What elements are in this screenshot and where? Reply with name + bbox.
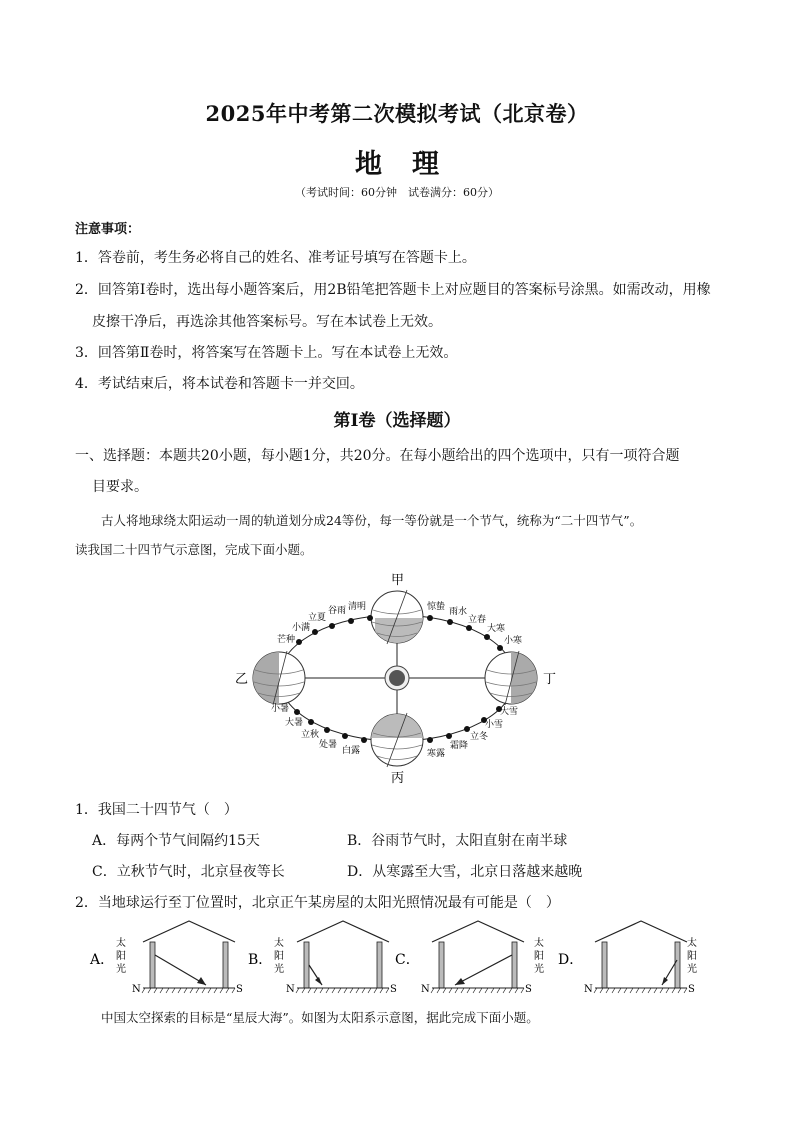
term-hanlu: 寒露 [427,749,446,759]
label-bing: 丙 [391,771,405,786]
label-jia: 甲 [391,573,405,588]
earth-yi [253,650,305,706]
q1-option-c: C．立秋节气时，北京昼夜等长 [92,864,285,880]
term-xiaoxue: 小雪 [485,720,504,730]
notice-item-4: 4．考试结束后，将本试卷和答题卡一并交回。 [75,376,364,392]
subject-title: 地理 [355,149,469,180]
passage-2: 中国太空探索的目标是“星辰大海”。如图为太阳系示意图，据此完成下面小题。 [101,1010,539,1025]
term-dahan: 大寒 [487,624,506,634]
passage-1-line-1: 古人将地球绕太阳运动一周的轨道划分成24等份，每一等份就是一个节气，统称为“二十四节气”。 [101,513,643,528]
term-dashu: 大暑 [285,718,304,728]
notice-item-2: 2．回答第Ⅰ卷时，选出每小题答案后，用2B铅笔把答题卡上对应题目的答案标号涂黑。如需改动，用橡 [75,282,711,298]
q2-option-b [248,921,397,995]
q2-option-b-sun-label: 太阳光 [274,938,284,975]
q2-option-a-south: S [236,984,243,995]
notice-item-1: 1．答卷前，考生务必将自己的姓名、准考证号填写在答题卡上。 [75,250,476,266]
q2-option-d-south: S [688,984,695,995]
term-shuangjiang: 霜降 [450,741,469,751]
q2-option-b-south: S [390,984,397,995]
term-liqiu: 立秋 [301,730,320,740]
term-yushui: 雨水 [449,607,468,617]
notice-item-2-cont: 皮擦干净后，再选涂其他答案标号。写在本试卷上无效。 [92,314,442,330]
q1-option-a: A．每两个节气间隔约15天 [92,833,260,849]
q2-option-d-north: N [584,984,593,995]
exam-info: （考试时间：60分钟 试卷满分：60分） [295,186,499,199]
q1-stem: 1．我国二十四节气（ ） [75,802,238,818]
earth-ding [485,650,537,706]
label-yi: 乙 [235,672,249,687]
q2-option-c-north: N [421,984,430,995]
q2-option-d-sun-label: 太阳光 [687,938,697,975]
q2-house-options [85,915,705,1000]
earth-bing [370,713,424,767]
term-xiaoman: 小满 [292,623,311,633]
q2-option-b-north: N [286,984,295,995]
section-instruction-cont: 目要求。 [92,479,148,495]
q2-option-c-letter: C． [395,952,420,968]
q2-option-d-letter: D． [558,952,584,968]
q2-stem: 2．当地球运行至丁位置时，北京正午某房屋的太阳光照情况最有可能是（ ） [75,895,560,911]
q2-option-a-sun-label: 太阳光 [116,938,126,975]
term-lixia: 立夏 [308,613,327,623]
q2-option-d [558,921,697,995]
q2-option-a-north: N [132,984,141,995]
term-xiaohan: 小寒 [504,636,523,646]
q2-option-c-south: S [525,984,532,995]
term-mangzhong: 芒种 [277,635,296,645]
q1-option-d: D．从寒露至大雪，北京日落越来越晚 [347,864,583,880]
earth-jia [371,590,425,648]
term-bailu: 白露 [342,746,361,756]
term-lidong: 立冬 [470,732,489,742]
term-qingming: 清明 [348,602,367,612]
q2-option-a [89,921,243,995]
q2-option-c [395,921,544,995]
sun-icon [385,666,409,690]
q2-option-a-letter: A． [90,952,115,968]
q2-option-b-letter: B． [248,952,273,968]
notice-item-3: 3．回答第Ⅱ卷时，将答案写在答题卡上。写在本试卷上无效。 [75,345,458,361]
term-guyu: 谷雨 [328,606,347,616]
label-ding: 丁 [543,672,557,687]
passage-1-line-2: 读我国二十四节气示意图，完成下面小题。 [75,542,313,557]
term-lichun: 立春 [468,615,487,625]
q1-option-b: B．谷雨节气时，太阳直射在南半球 [347,833,568,849]
solar-terms-diagram [225,570,575,790]
notice-heading: 注意事项： [75,222,141,237]
q2-option-c-sun-label: 太阳光 [534,938,544,975]
term-daxue: 大雪 [500,707,519,717]
term-jingzhe: 惊蛰 [427,602,446,612]
section-instruction: 一、选择题：本题共20小题，每小题1分，共20分。在每小题给出的四个选项中，只有一项符合题 [75,448,680,464]
exam-title: 2025年中考第二次模拟考试（北京卷） [205,101,589,126]
section-title: 第Ⅰ卷（选择题） [333,411,461,431]
term-chushu: 处暑 [319,740,338,750]
term-xiaoshu: 小暑 [271,704,290,714]
